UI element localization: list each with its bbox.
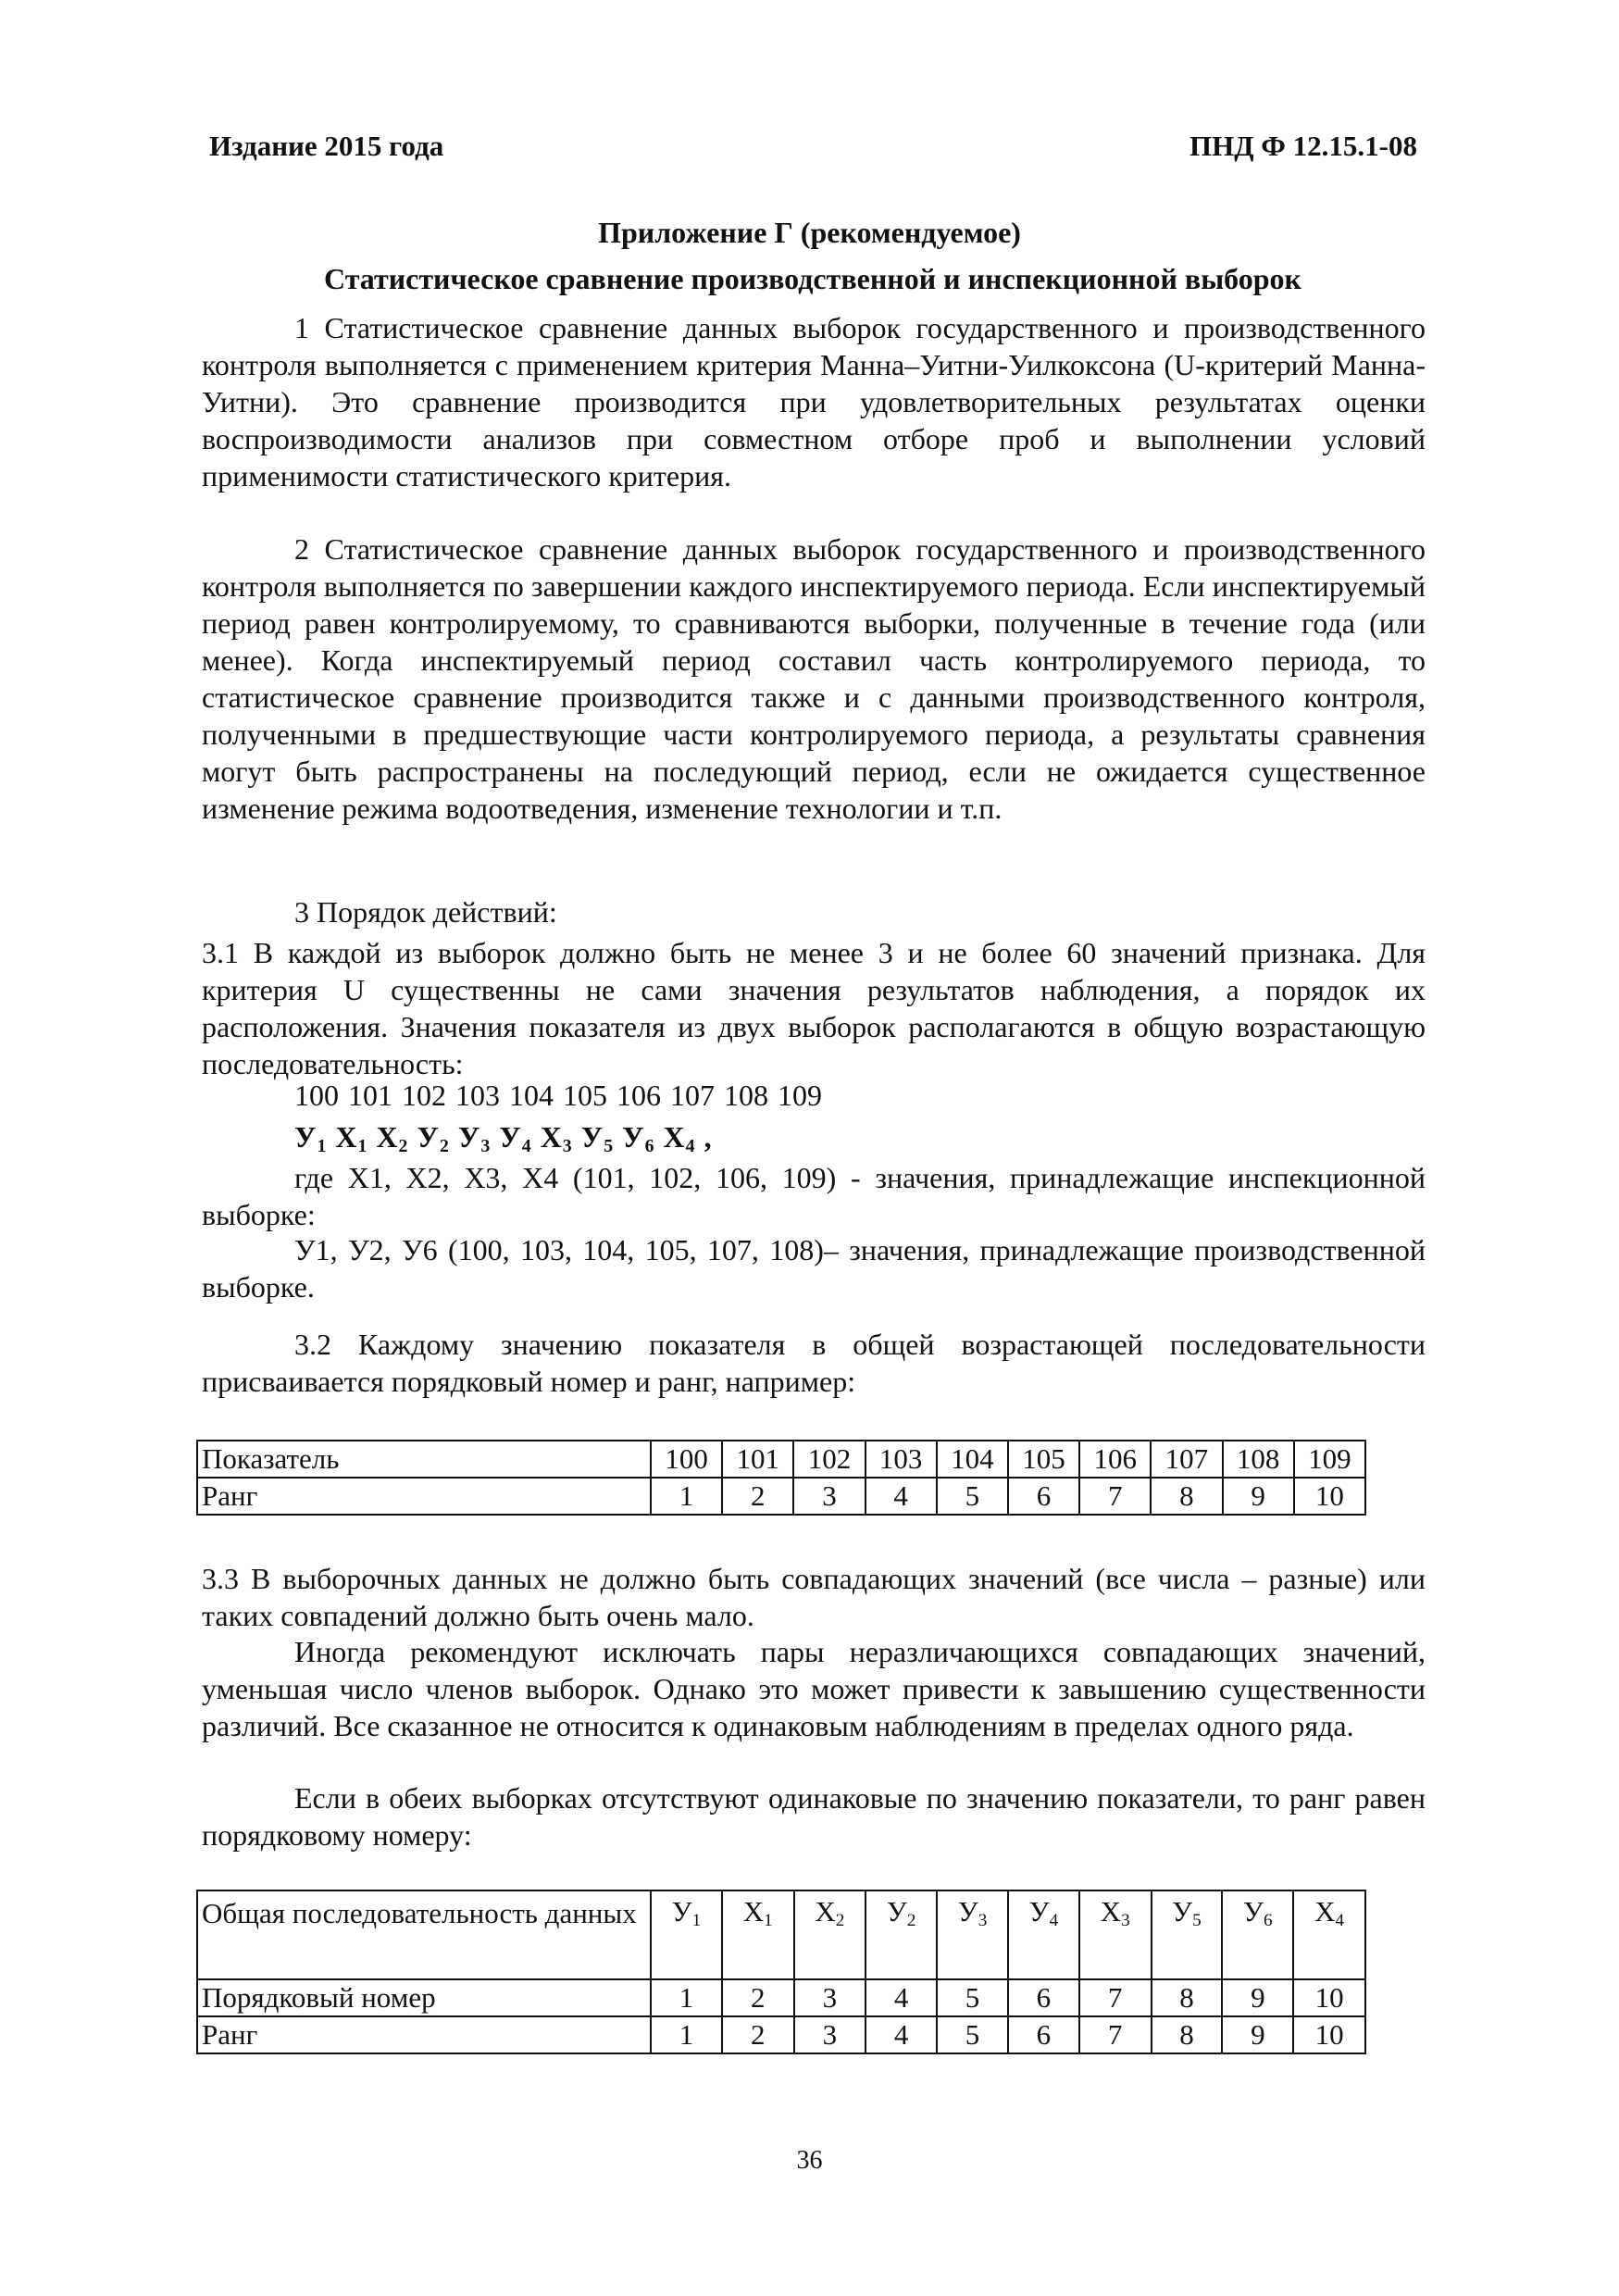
table-cell: 5 [937, 1979, 1008, 2016]
table-cell: 2 [722, 2016, 794, 2053]
table-cell: 4 [866, 1979, 937, 2016]
cell-letter: У [671, 1895, 692, 1928]
table-row [197, 1478, 1365, 1515]
page-number: 36 [796, 2146, 823, 2175]
cell-sub: 2 [835, 1910, 845, 1930]
seq-sub: 1 [317, 1135, 328, 1156]
cell-letter: У [957, 1895, 978, 1928]
paragraph-3-3-b: Иногда рекомендуют исключать пары неразличающихся совпадающих значений, уменьшая число членов выборок. Однако это может привести к завышению существенности различий. Все сказанное не относится к одинаковым наблюдениям в пределах одного ряда. [202, 1635, 1426, 1742]
table-cell: 6 [1008, 1478, 1079, 1515]
procedure-heading: 3 Порядок действий: [294, 895, 557, 929]
table-cell [1008, 1890, 1079, 1979]
table-cell: 10 [1293, 1979, 1365, 2016]
table-row [197, 1441, 1365, 1478]
sequence-numbers: 100 101 102 103 104 105 106 107 108 109 [294, 1079, 822, 1112]
table-cell [794, 1890, 866, 1979]
table-cell: 100 [651, 1441, 722, 1478]
table-cell: 8 [1151, 1478, 1222, 1515]
cell-sub: 4 [1049, 1910, 1059, 1930]
table-cell: 1 [651, 1979, 722, 2016]
seq-sub: 2 [439, 1135, 450, 1156]
seq-letter: У [622, 1120, 645, 1154]
rank-table [196, 1440, 1366, 1516]
table-cell: 7 [1079, 2016, 1152, 2053]
seq-sub: 4 [685, 1135, 696, 1156]
row-label: Ранг [197, 1478, 651, 1515]
table-cell: 4 [866, 2016, 937, 2053]
seq-letter: Х [376, 1120, 399, 1154]
cell-sub: 4 [1335, 1910, 1345, 1930]
cell-letter: У [1172, 1895, 1193, 1928]
section-title: Статистическое сравнение производственной и инспекционной выборок [324, 262, 1301, 295]
table-cell: 6 [1008, 2016, 1079, 2053]
table-cell [722, 1890, 794, 1979]
table-cell [937, 1890, 1008, 1979]
table-cell: 8 [1152, 1979, 1223, 2016]
row-label: Общая последовательность данных [197, 1890, 651, 1979]
appendix-title: Приложение Г (рекомендуемое) [598, 216, 1021, 249]
table-cell: 106 [1079, 1441, 1151, 1478]
production-sample-note: У1, У2, У6 (100, 103, 104, 105, 107, 108)– значения, принадлежащие производственной выборке. [202, 1233, 1426, 1304]
cell-letter: Х [815, 1895, 836, 1928]
table-cell: 9 [1222, 2016, 1293, 2053]
paragraph-3-2: 3.2 Каждому значению показателя в общей возрастающей последовательности присваивается порядковый номер и ранг, например: [202, 1328, 1426, 1398]
row-label: Порядковый номер [197, 1979, 651, 2016]
seq-sub: 3 [562, 1135, 573, 1156]
seq-sub: 4 [521, 1135, 532, 1156]
table-cell: 105 [1008, 1441, 1079, 1478]
table-cell [1293, 1890, 1365, 1979]
table-cell: 102 [793, 1441, 865, 1478]
cell-sub: 3 [978, 1910, 988, 1930]
table-cell: 2 [722, 1478, 793, 1515]
table-cell: 1 [651, 1478, 722, 1515]
table-cell: 7 [1079, 1979, 1152, 2016]
table-cell [651, 1890, 722, 1979]
seq-sub: 1 [357, 1135, 368, 1156]
table-cell: 10 [1293, 2016, 1365, 2053]
table-cell: 107 [1151, 1441, 1222, 1478]
cell-sub: 1 [764, 1910, 773, 1930]
edition-header: Издание 2015 года [209, 130, 444, 162]
cell-letter: У [1243, 1895, 1264, 1928]
table-cell: 101 [722, 1441, 793, 1478]
cell-letter: У [886, 1895, 907, 1928]
inspection-sample-note: где Х1, Х2, Х3, Х4 (101, 102, 106, 109) - значения, принадлежащие инспекционной выборке: [202, 1161, 1426, 1231]
seq-letter: Х [540, 1120, 563, 1154]
cell-sub: 2 [906, 1910, 916, 1930]
seq-letter: Х [663, 1120, 686, 1154]
seq-sub: 5 [604, 1135, 615, 1156]
table-cell: 108 [1223, 1441, 1294, 1478]
cell-sub: 5 [1192, 1910, 1202, 1930]
table-cell: 3 [793, 1478, 865, 1515]
cell-letter: Х [1100, 1895, 1122, 1928]
table-cell: 3 [794, 1979, 866, 2016]
seq-letter: У [580, 1120, 604, 1154]
seq-letter: Х [335, 1120, 358, 1154]
cell-sub: 3 [1121, 1910, 1130, 1930]
table-cell: 5 [937, 2016, 1008, 2053]
table-row [197, 1979, 1365, 2016]
paragraph-2: 2 Статистическое сравнение данных выборок государственного и производственного контроля выполняется по завершении каждого инспектируемого периода. Если инспектируемый период равен контролируемому, то сравниваются выборки, полученные в течение года (или менее). Когда инспектируемый период составил часть контролируемого периода, то статистическое сравнение производится также и с данными производственного контроля, полученными в предшествующие части контролируемого периода, а результаты сравнения могут быть распространены на последующий период, если не ожидается существенное изменение режима водоотведения, изменение технологии и т.п. [202, 532, 1426, 825]
table-cell: 109 [1294, 1441, 1365, 1478]
paragraph-3-1: 3.1 В каждой из выборок должно быть не менее 3 и не более 60 значений признака. Для критерия U существенны не сами значения результатов наблюдения, а порядок их расположения. Значения показателя из двух выборок располагаются в общую возрастающую последовательность: [202, 936, 1426, 1080]
table-cell: 103 [866, 1441, 937, 1478]
table-cell: 10 [1294, 1478, 1365, 1515]
seq-letter: У [417, 1120, 440, 1154]
table-row [197, 1890, 1365, 1979]
table-cell [866, 1890, 937, 1979]
table-cell: 6 [1008, 1979, 1079, 2016]
paragraph-1: 1 Статистическое сравнение данных выборок государственного и производственного контроля выполняется с применением критерия Манна–Уитни-Уилкоксона (U-критерий Манна-Уитни). Это сравнение производится при удовлетворительных результатах оценки воспроизводимости анализов при совместном отборе проб и выполнении условий применимости статистического критерия. [202, 311, 1426, 493]
table-cell: 3 [794, 2016, 866, 2053]
table-cell: 5 [937, 1478, 1008, 1515]
table-cell: 104 [937, 1441, 1008, 1478]
cell-sub: 6 [1264, 1910, 1273, 1930]
paragraph-3-3-c: Если в обеих выборках отсутствуют одинаковые по значению показатели, то ранг равен порядковому номеру: [202, 1781, 1426, 1852]
seq-sub: 6 [644, 1135, 655, 1156]
table-cell: 9 [1223, 1478, 1294, 1515]
table-cell [1152, 1890, 1223, 1979]
table-row [197, 2016, 1365, 2053]
table-cell: 2 [722, 1979, 794, 2016]
sequence-letters: $У_1$ $Х_1$ $Х_2$ $У_2$ $У_3$ $У_4$ $Х_3$ $У_5$ $У_6$ $Х_4$ , [294, 1120, 713, 1156]
table-cell [1079, 1890, 1152, 1979]
cell-letter: Х [742, 1895, 765, 1928]
sequence-rank-table [196, 1890, 1366, 2054]
cell-letter: У [1028, 1895, 1050, 1928]
paragraph-3-3: 3.3 В выборочных данных не должно быть совпадающих значений (все числа – разные) или таких совпадений должно быть очень мало. [202, 1562, 1426, 1632]
cell-sub: 1 [691, 1910, 702, 1930]
row-label: Ранг [197, 2016, 651, 2053]
seq-letter: У [294, 1120, 318, 1154]
seq-sub: 3 [480, 1135, 492, 1156]
table-cell: 8 [1152, 2016, 1223, 2053]
cell-letter: Х [1314, 1895, 1336, 1928]
row-label: Показатель [197, 1441, 651, 1478]
seq-sub: 2 [398, 1135, 409, 1156]
table-cell: 9 [1222, 1979, 1293, 2016]
table-cell [1222, 1890, 1293, 1979]
seq-letter: У [499, 1120, 522, 1154]
table-cell: 1 [651, 2016, 722, 2053]
table-cell: 7 [1079, 1478, 1151, 1515]
seq-letter: У [457, 1120, 481, 1154]
table-cell: 4 [866, 1478, 937, 1515]
document-code-header: ПНД Ф 12.15.1-08 [1189, 130, 1417, 162]
